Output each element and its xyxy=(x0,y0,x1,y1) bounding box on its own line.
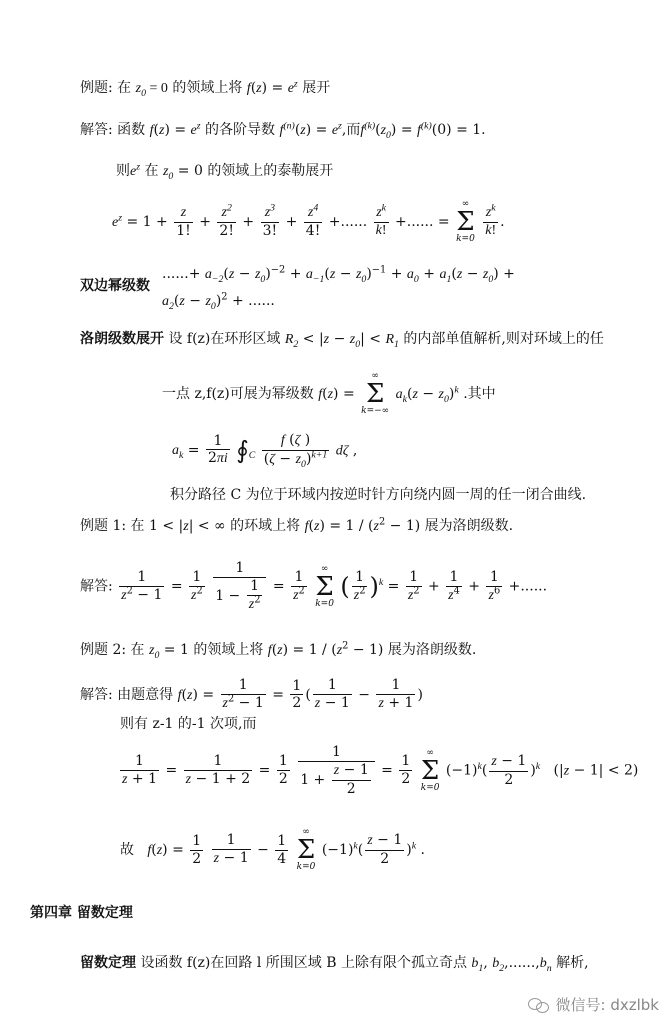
example-1-line: 例题 1: 在 1 < |z| < ∞ 的环域上将 $f(z) = 1 / (z^2 - 1)$ 展为洛朗级数. xyxy=(80,516,514,534)
text: 在 xyxy=(144,163,159,179)
watermark-text: 微信号: dxzlbk xyxy=(555,996,659,1014)
text: 展开 xyxy=(302,80,331,96)
text: 的环域上将 xyxy=(230,518,301,534)
text: 设 f(z)在环形区域 xyxy=(168,331,281,347)
text: 解析, xyxy=(556,955,589,971)
text: 例题 1: 在 xyxy=(80,518,145,534)
residue-title: 留数定理 xyxy=(80,955,136,971)
text: 的领域上的泰勒展开 xyxy=(207,163,334,179)
text: 解答: 由题意得 xyxy=(80,686,174,703)
chapter-heading: 第四章 留数定理 xyxy=(30,905,133,921)
solution-2-formula: 解答: 由题意得 f(z) = $\frac{1}{z^2 - 1}$ = $\frac{1}{2}$ ( $\frac{1}{z - 1}$ − $\frac{1}{z + 1}$ ) xyxy=(80,677,423,712)
text: 则 xyxy=(116,163,130,179)
formula: $f^{(n)}$ xyxy=(279,120,295,138)
text: 的各阶导数 xyxy=(205,122,276,138)
text: 的领域上将 xyxy=(193,642,264,658)
residue-theorem-line: 留数定理 设函数 f(z)在回路 l 所围区域 B 上除有限个孤立奇点 $b_1$, $b_2,......,b_n$ 解析, xyxy=(80,955,589,974)
bilateral-series-title: 双边幂级数 xyxy=(80,278,150,294)
laurent-title: 洛朗级数展开 xyxy=(80,331,164,347)
text: 解答: xyxy=(80,578,113,595)
then-z1-text: 则有 z-1 的-1 次项,而 xyxy=(120,716,257,732)
text: 例题 2: 在 xyxy=(80,642,145,658)
text: 展为洛朗级数. xyxy=(424,518,514,534)
formula: f xyxy=(246,81,251,96)
example-2-line: 例题 2: 在 $z_0 = 1$ 的领域上将 $f(z) = 1 / (z^2 - 1)$ 展为洛朗级数. xyxy=(80,640,477,661)
solution-line: 解答: 函数 $f(z) = e^z$ 的各阶导数 $f^{(n)}(z) = e^z$,而$f^{(k)}(z_0) = f^{(k)}(0) = 1$. xyxy=(80,120,486,141)
bilateral-series-formula-2: $a_2(z - z_0)^2$ + ...... xyxy=(162,291,275,312)
text: 的内部单值解析,则对环域上的任 xyxy=(403,331,604,347)
text: .其中 xyxy=(463,386,496,402)
expansion-formula: $\frac{1}{z + 1}$ = $\frac{1}{z - 1 + 2}$ = $\frac{1}{2}$ 1 1 + $\frac{z - 1}{2}$ = $\frac{1}{2}$ ∞ Σ k=0 $(-1)^k$( $\frac{z - 1}{2}$ )$^k$ (|z − 1| < 2) xyxy=(122,744,639,797)
text: 展为洛朗级数. xyxy=(387,642,477,658)
laurent-coefficient-formula: $a_k$ = $\frac{1}{2\pi i}$ $∮_C$ $\frac{f (\zeta )}{(\zeta - z_0)^{k+1}}$ dζ , xyxy=(172,432,358,470)
formula: f xyxy=(149,123,154,138)
wechat-icon xyxy=(528,996,550,1014)
conclusion-formula: 故 f(z) = $\frac{1}{2}$ $\frac{1}{z - 1}$ − $\frac{1}{4}$ ∞ Σ k=0 $(-1)^k$( $\frac{z - 1}{2}$ )$^k$ . xyxy=(120,827,425,872)
example-line: 例题: 在 $z_0 = 0$ 的领域上将 $f(z) = e^z$ 展开 xyxy=(80,78,331,99)
integral-path-text: 积分路径 C 为位于环域内按逆时针方向绕内圆一周的任一闭合曲线. xyxy=(170,487,587,503)
watermark xyxy=(528,994,659,1015)
text: 故 xyxy=(120,842,134,858)
laurent-series-line: 一点 z,f(z)可展为幂级数 f(z) = ∞ Σ k=−∞ $a_k(z - z_0)^k$ .其中 xyxy=(162,371,496,416)
text: 解答: 函数 xyxy=(80,122,146,138)
taylor-intro-line: 则$e^z$ 在 $z_0 = 0$ 的领域上的泰勒展开 xyxy=(116,161,334,182)
text: 的领域上将 xyxy=(172,80,243,96)
solution-1-formula: 解答: $\frac{1}{z^2 - 1}$ = $\frac{1}{z^2}$ 1 1 − $\frac{1}{z^2}$ = $\frac{1}{z^2}$ ∞ Σ k=0 ( $\frac{1}{z^2}$ )$^k$ = $\frac{1}{z^2}$ + $\frac{1}{z^4}$ + $\frac{1}{z^6}$ +...... xyxy=(80,560,548,612)
text: 一点 z,f(z)可展为幂级数 xyxy=(162,386,314,402)
taylor-series-formula: $e^z = 1$ + $\frac{z}{1!}$ + $\frac{z^2}{2!}$ + $\frac{z^3}{3!}$ + $\frac{z^4}{4!}$ +...... $\frac{z^k}{k!}$ +...... = ∞ Σ k=0 $\frac{z^k}{k!}$ . xyxy=(112,199,505,244)
formula: $z_0 = 0$ xyxy=(135,81,168,99)
bilateral-series-formula-1: ......+ $a_{-2}(z - z_0)^{-2} + a_{-1}(z - z_0)^{-1} + a_0 + a_1(z - z_0)$ + xyxy=(162,264,515,285)
text: 设函数 f(z)在回路 l 所围区域 B 上除有限个孤立奇点 xyxy=(140,955,467,971)
text: ,而 xyxy=(341,122,361,138)
laurent-line: 洛朗级数展开 设 f(z)在环形区域 $R_2 < |z - z_0| < R_1$ 的内部单值解析,则对环域上的任 xyxy=(80,331,604,350)
text: 例题: 在 xyxy=(80,80,132,96)
